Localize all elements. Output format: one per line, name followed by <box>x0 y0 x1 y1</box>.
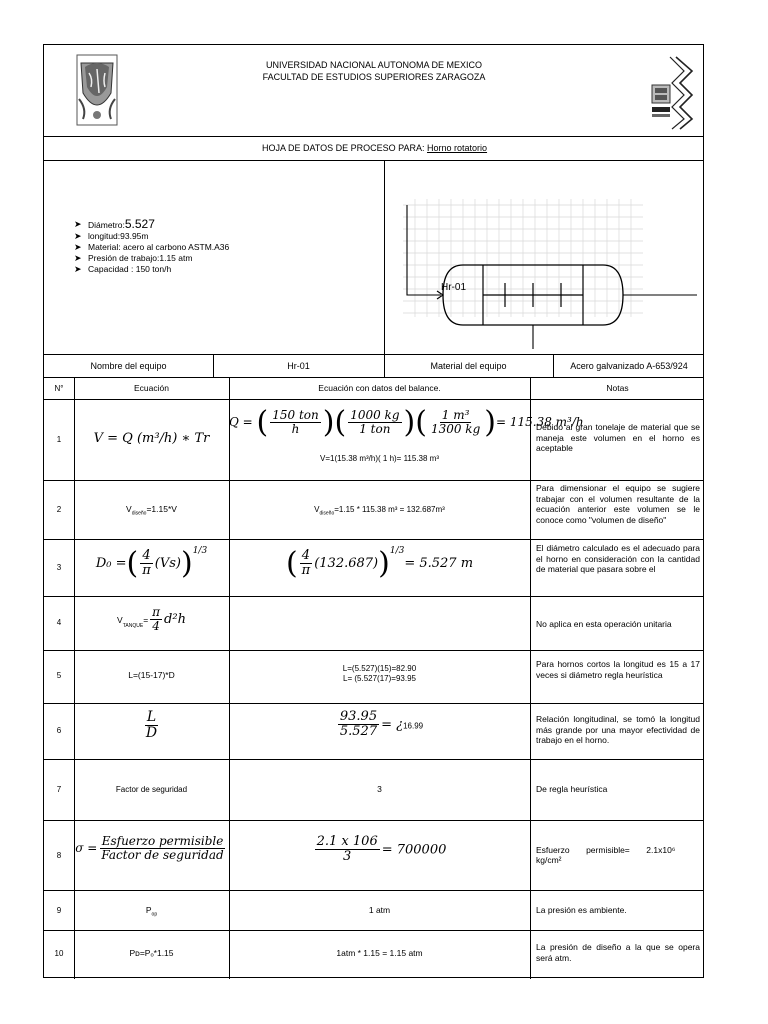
rule <box>44 480 703 481</box>
rule <box>44 650 703 651</box>
fes-zaragoza-logo-icon <box>650 53 694 131</box>
equipment-specs-list <box>74 219 374 275</box>
equation-operating-pressure: $P_{op}$ <box>145 905 158 918</box>
note-text: Para hornos cortos la longitud es 15 a 17 veces si diámetro regla heurística <box>536 659 700 680</box>
note-text: Relación longitudinal, se tomó la longitud más grande por una mayor efectividad de trabajo en el horno. <box>536 714 700 745</box>
note-text: Para dimensionar el equipo se sugiere trabajar con el volumen resultante de la ecuación anterior este volumen se le conoce como "volumen de diseño" <box>536 483 700 525</box>
equation-allowable-stress: σ = $\frac{\text{Esfuerzo permisible}}{\text{Factor de seguridad}}$ <box>75 834 224 863</box>
spec-longitud: ➤ longitud:93.95m <box>74 231 149 241</box>
col-header-n: N° <box>54 384 64 393</box>
spec-material: ➤ Material: acero al carbono ASTM.A36 <box>74 242 230 252</box>
row-number: 9 <box>56 906 62 915</box>
rule <box>44 930 703 931</box>
rule <box>44 759 703 760</box>
equation-tank-volume: $V_{TANQUE}=$ $\frac{\pi}{4}$ d²h <box>117 605 186 634</box>
faculty-name: FACULTAD DE ESTUDIOS SUPERIORES ZARAGOZA <box>262 72 486 82</box>
diagram-grid <box>403 199 643 317</box>
spec-diametro: ➤ Diámetro:5.527 <box>74 217 155 231</box>
note-text: Esfuerzo permisible= 2.1x10⁶ <box>536 845 676 855</box>
row-number: 1 <box>56 435 62 444</box>
balance-operating-pressure: 1 atm <box>368 905 391 915</box>
equation-safety-factor: Factor de seguridad <box>115 785 188 794</box>
equipment-material-label: Material del equipo <box>430 361 507 371</box>
rule <box>44 596 703 597</box>
rule <box>44 890 703 891</box>
balance-allowable-stress: $\frac{2.1 x 106}{3}$ = 700000 <box>316 834 447 865</box>
balance-length-17: L= (5.527(17)=93.95 <box>343 674 416 683</box>
sheet-title-prefix: HOJA DE DATOS DE PROCESO PARA: <box>261 143 425 153</box>
note-text: Debido al gran tonelaje de material que se maneja este volumen en el horno es aceptable <box>536 422 700 453</box>
rule <box>44 399 703 400</box>
note-text: De regla heurística <box>536 784 608 794</box>
row-number: 6 <box>56 726 62 735</box>
balance-design-volume: $V_{diseño}=1.15 * 115.38$ m³ = 132.687m³ <box>314 505 445 517</box>
col-header-ecuacion: Ecuación <box>134 383 169 393</box>
equation-volume: V = Q (m³/h) ∗ Tr <box>93 431 210 446</box>
note-text: kg/cm² <box>536 855 562 865</box>
spec-capacidad: ➤ Capacidad : 150 ton/h <box>74 264 172 274</box>
equipment-diagram <box>385 161 704 353</box>
equation-length: L=(15-17)*D <box>128 670 175 680</box>
sheet-title-equipment: Horno rotatorio <box>427 143 488 153</box>
balance-diameter: ( $\frac{4}{\pi}$ (132.687))$^{1/3}$= 5.527 m <box>285 546 474 581</box>
equation-ratio: $\frac{L}{D}$ <box>145 709 158 742</box>
row-number: 2 <box>56 505 62 514</box>
balance-length-15: L=(5.527)(15)=82.90 <box>342 664 417 673</box>
equation-design-volume: $V_{diseño}=1.15*V$ <box>126 504 177 517</box>
sheet-title <box>44 143 705 154</box>
diagram-label: Hr-01 <box>441 282 467 293</box>
row-number: 3 <box>56 563 62 572</box>
row-number: 8 <box>56 851 62 860</box>
note-text: No aplica en esta operación unitaria <box>536 619 672 629</box>
row-number: 5 <box>56 671 62 680</box>
balance-flow-equation: Q = ( $\frac{\text{150 ton}}{h}$ )( $\frac{1000 kg}{\text{1 ton}}$ )( $\frac{\text{1 m³}}{1300 kg}$ )= 115.38 m³/h <box>229 405 584 440</box>
rule <box>44 354 703 355</box>
rule <box>44 820 703 821</box>
note-text: El diámetro calculado es el adecuado para el horno en consideración con la cantidad de material que pasara sobre el <box>536 543 700 574</box>
equipment-material-value: Acero galvanizado A-653/924 <box>570 361 688 371</box>
note-text: La presión es ambiente. <box>536 905 627 915</box>
balance-ratio: $\frac{93.95}{5.527}$ = ¿16.99 <box>339 709 424 740</box>
rule <box>44 539 703 540</box>
process-data-sheet <box>43 44 704 978</box>
row-number: 7 <box>56 785 62 794</box>
rule <box>530 377 531 979</box>
spec-presion: ➤ Presión de trabajo:1.15 atm <box>74 253 193 263</box>
col-header-ecuacion-balance: Ecuación con datos del balance. <box>318 383 441 393</box>
rule <box>44 136 703 137</box>
unam-seal-icon <box>75 53 119 127</box>
equation-diameter: D₀ =( $\frac{4}{\pi}$ (Vs))$^{1/3}$ <box>95 546 208 581</box>
equation-design-pressure: Pᴅ=Pₒ*1.15 <box>129 948 174 958</box>
row-number: 10 <box>54 949 64 958</box>
col-header-notas: Notas <box>606 383 629 393</box>
university-name: UNIVERSIDAD NACIONAL AUTONOMA DE MEXICO <box>265 60 483 70</box>
equipment-name-label: Nombre del equipo <box>90 361 167 371</box>
row-number: 4 <box>56 618 62 627</box>
rule <box>44 703 703 704</box>
balance-volume-text: V=1(15.38 m³/h)( 1 h)= 115.38 m³ <box>319 454 440 463</box>
inlet-line <box>407 205 441 295</box>
equipment-name-value: Hr-01 <box>287 361 310 371</box>
balance-design-pressure: 1atm * 1.15 = 1.15 atm <box>336 948 423 958</box>
rule <box>44 377 703 378</box>
note-text: La presión de diseño a la que se opera será atm. <box>536 942 700 963</box>
balance-safety-factor: 3 <box>377 784 382 794</box>
